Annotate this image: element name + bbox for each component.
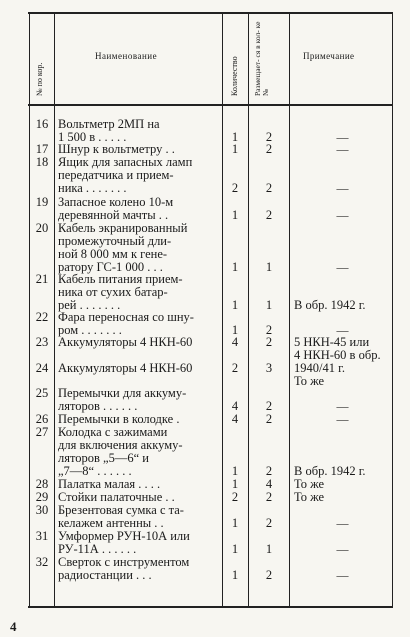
header-col-place: Размещает- ся в кол- ке № — [253, 21, 270, 96]
item-name-line: Стойки палаточные . . — [58, 490, 175, 504]
quantity-cell: 1 — [231, 568, 239, 582]
note-line: 4 НКН-60 в обр. — [294, 348, 381, 362]
row-number: 23 — [35, 335, 49, 349]
row-number: 28 — [35, 477, 49, 491]
row-number: 21 — [35, 272, 49, 286]
item-name-line: радиостанции . . . — [58, 568, 152, 582]
note-dash: — — [336, 568, 349, 582]
note-dash: — — [336, 130, 349, 144]
quantity-cell: 1 — [231, 208, 239, 222]
page-number: 4 — [10, 619, 17, 634]
item-name-line: Палатка малая . . . . — [58, 477, 161, 491]
placement-cell: 1 — [265, 260, 273, 274]
note-dash: — — [336, 412, 349, 426]
row-number: 20 — [35, 221, 49, 235]
item-name-line: ратору ГС-1 000 . . . — [58, 260, 163, 274]
placement-cell: 1 — [265, 542, 273, 556]
item-name-line: Кабель экранированный — [58, 221, 188, 235]
note-line: В обр. 1942 г. — [294, 298, 366, 312]
header-col-qty: Количество — [230, 56, 239, 96]
quantity-cell: 4 — [231, 399, 239, 413]
item-name-line: „7—8“ . . . . . . — [58, 464, 132, 478]
item-name-line: келажем антенны . . — [58, 516, 164, 530]
note-dash: — — [336, 323, 349, 337]
item-name-line: ника от сухих батар- — [58, 285, 168, 299]
item-name-line: Перемычки в колодке . — [58, 412, 180, 426]
row-number: 19 — [35, 195, 49, 209]
placement-cell: 2 — [265, 142, 273, 156]
item-name-line: Аккумуляторы 4 НКН-60 — [58, 335, 193, 349]
placement-cell: 2 — [265, 490, 273, 504]
row-number: 22 — [35, 310, 49, 324]
note-line: То же — [294, 477, 325, 491]
note-line: 5 НКН-45 или — [294, 335, 370, 349]
placement-cell: 2 — [265, 208, 273, 222]
item-name-line: РУ-11А . . . . . . — [58, 542, 137, 556]
col-divider-qty — [248, 12, 249, 607]
col-divider-place — [289, 12, 290, 607]
note-dash: — — [336, 208, 349, 222]
col-left-border — [29, 12, 30, 607]
item-name-line: для включения аккуму- — [58, 438, 183, 452]
row-number: 18 — [35, 155, 49, 169]
row-number: 31 — [35, 529, 49, 543]
quantity-cell: 2 — [231, 490, 239, 504]
item-name-line: деревянной мачты . . — [58, 208, 169, 222]
header-col-no: № по кор. — [35, 62, 44, 96]
quantity-cell: 2 — [231, 181, 239, 195]
quantity-cell: 1 — [231, 142, 239, 156]
placement-cell: 2 — [265, 181, 273, 195]
note-line: То же — [294, 374, 325, 388]
item-name-line: Перемычки для аккуму- — [58, 386, 187, 400]
placement-cell: 2 — [265, 568, 273, 582]
quantity-cell: 1 — [231, 542, 239, 556]
placement-cell: 4 — [265, 477, 273, 491]
item-name-line: Умформер РУН-10А или — [58, 529, 190, 543]
item-name-line: Шнур к вольтметру . . — [58, 142, 175, 156]
row-number: 26 — [35, 412, 49, 426]
quantity-cell: 4 — [231, 412, 239, 426]
item-name-line: промежуточный дли- — [58, 234, 172, 248]
quantity-cell: 1 — [231, 260, 239, 274]
header-col-note: Примечание — [303, 51, 355, 61]
placement-cell: 2 — [265, 464, 273, 478]
col-divider-no — [54, 12, 55, 607]
placement-cell: 2 — [265, 399, 273, 413]
note-dash: — — [336, 516, 349, 530]
placement-cell: 2 — [265, 412, 273, 426]
quantity-cell: 2 — [231, 361, 239, 375]
row-number: 24 — [35, 361, 49, 375]
header-bottom-border — [28, 104, 393, 106]
item-name-line: 1 500 в . . . . . — [58, 130, 127, 144]
note-line: 1940/41 г. — [294, 361, 345, 375]
quantity-cell: 1 — [231, 516, 239, 530]
note-dash: — — [336, 399, 349, 413]
item-name-line: ром . . . . . . . — [58, 323, 122, 337]
row-number: 32 — [35, 555, 49, 569]
item-name-line: рей . . . . . . . — [58, 298, 121, 312]
row-number: 29 — [35, 490, 49, 504]
row-number: 25 — [35, 386, 49, 400]
row-number: 17 — [35, 142, 49, 156]
placement-cell: 2 — [265, 335, 273, 349]
header-col-name: Наименование — [95, 51, 158, 61]
placement-cell: 2 — [265, 516, 273, 530]
item-name-line: Ящик для запасных ламп — [58, 155, 193, 169]
quantity-cell: 1 — [231, 464, 239, 478]
item-name-line: Аккумуляторы 4 НКН-60 — [58, 361, 193, 375]
item-name-line: Сверток с инструментом — [58, 555, 190, 569]
quantity-cell: 4 — [231, 335, 239, 349]
note-line: В обр. 1942 г. — [294, 464, 366, 478]
placement-cell: 2 — [265, 130, 273, 144]
quantity-cell: 1 — [231, 298, 239, 312]
row-number: 27 — [35, 425, 49, 439]
quantity-cell: 1 — [231, 477, 239, 491]
row-number: 16 — [35, 117, 49, 131]
quantity-cell: 1 — [231, 323, 239, 337]
col-divider-name — [222, 12, 223, 607]
item-name-line: ляторов . . . . . . — [58, 399, 138, 413]
note-line: То же — [294, 490, 325, 504]
note-dash: — — [336, 181, 349, 195]
row-number: 30 — [35, 503, 49, 517]
note-dash: — — [336, 542, 349, 556]
note-dash: — — [336, 142, 349, 156]
item-name-line: Запасное колено 10-м — [58, 195, 174, 209]
placement-cell: 2 — [265, 323, 273, 337]
quantity-cell: 1 — [231, 130, 239, 144]
item-name-line: ляторов „5—6“ и — [58, 451, 149, 465]
item-name-line: ника . . . . . . . — [58, 181, 127, 195]
item-name-line: ной 8 000 мм к гене- — [58, 247, 168, 261]
item-name-line: передатчика и прием- — [58, 168, 174, 182]
item-name-line: Кабель питания прием- — [58, 272, 183, 286]
col-right-border — [392, 12, 393, 607]
item-name-line: Фара переносная со шну- — [58, 310, 194, 324]
item-name-line: Брезентовая сумка с та- — [58, 503, 184, 517]
table-top-border — [28, 12, 393, 14]
placement-cell: 3 — [265, 361, 273, 375]
table-bottom-border — [28, 606, 393, 608]
item-name-line: Колодка с зажимами — [58, 425, 168, 439]
placement-cell: 1 — [265, 298, 273, 312]
note-dash: — — [336, 260, 349, 274]
item-name-line: Вольтметр 2МП на — [58, 117, 160, 131]
